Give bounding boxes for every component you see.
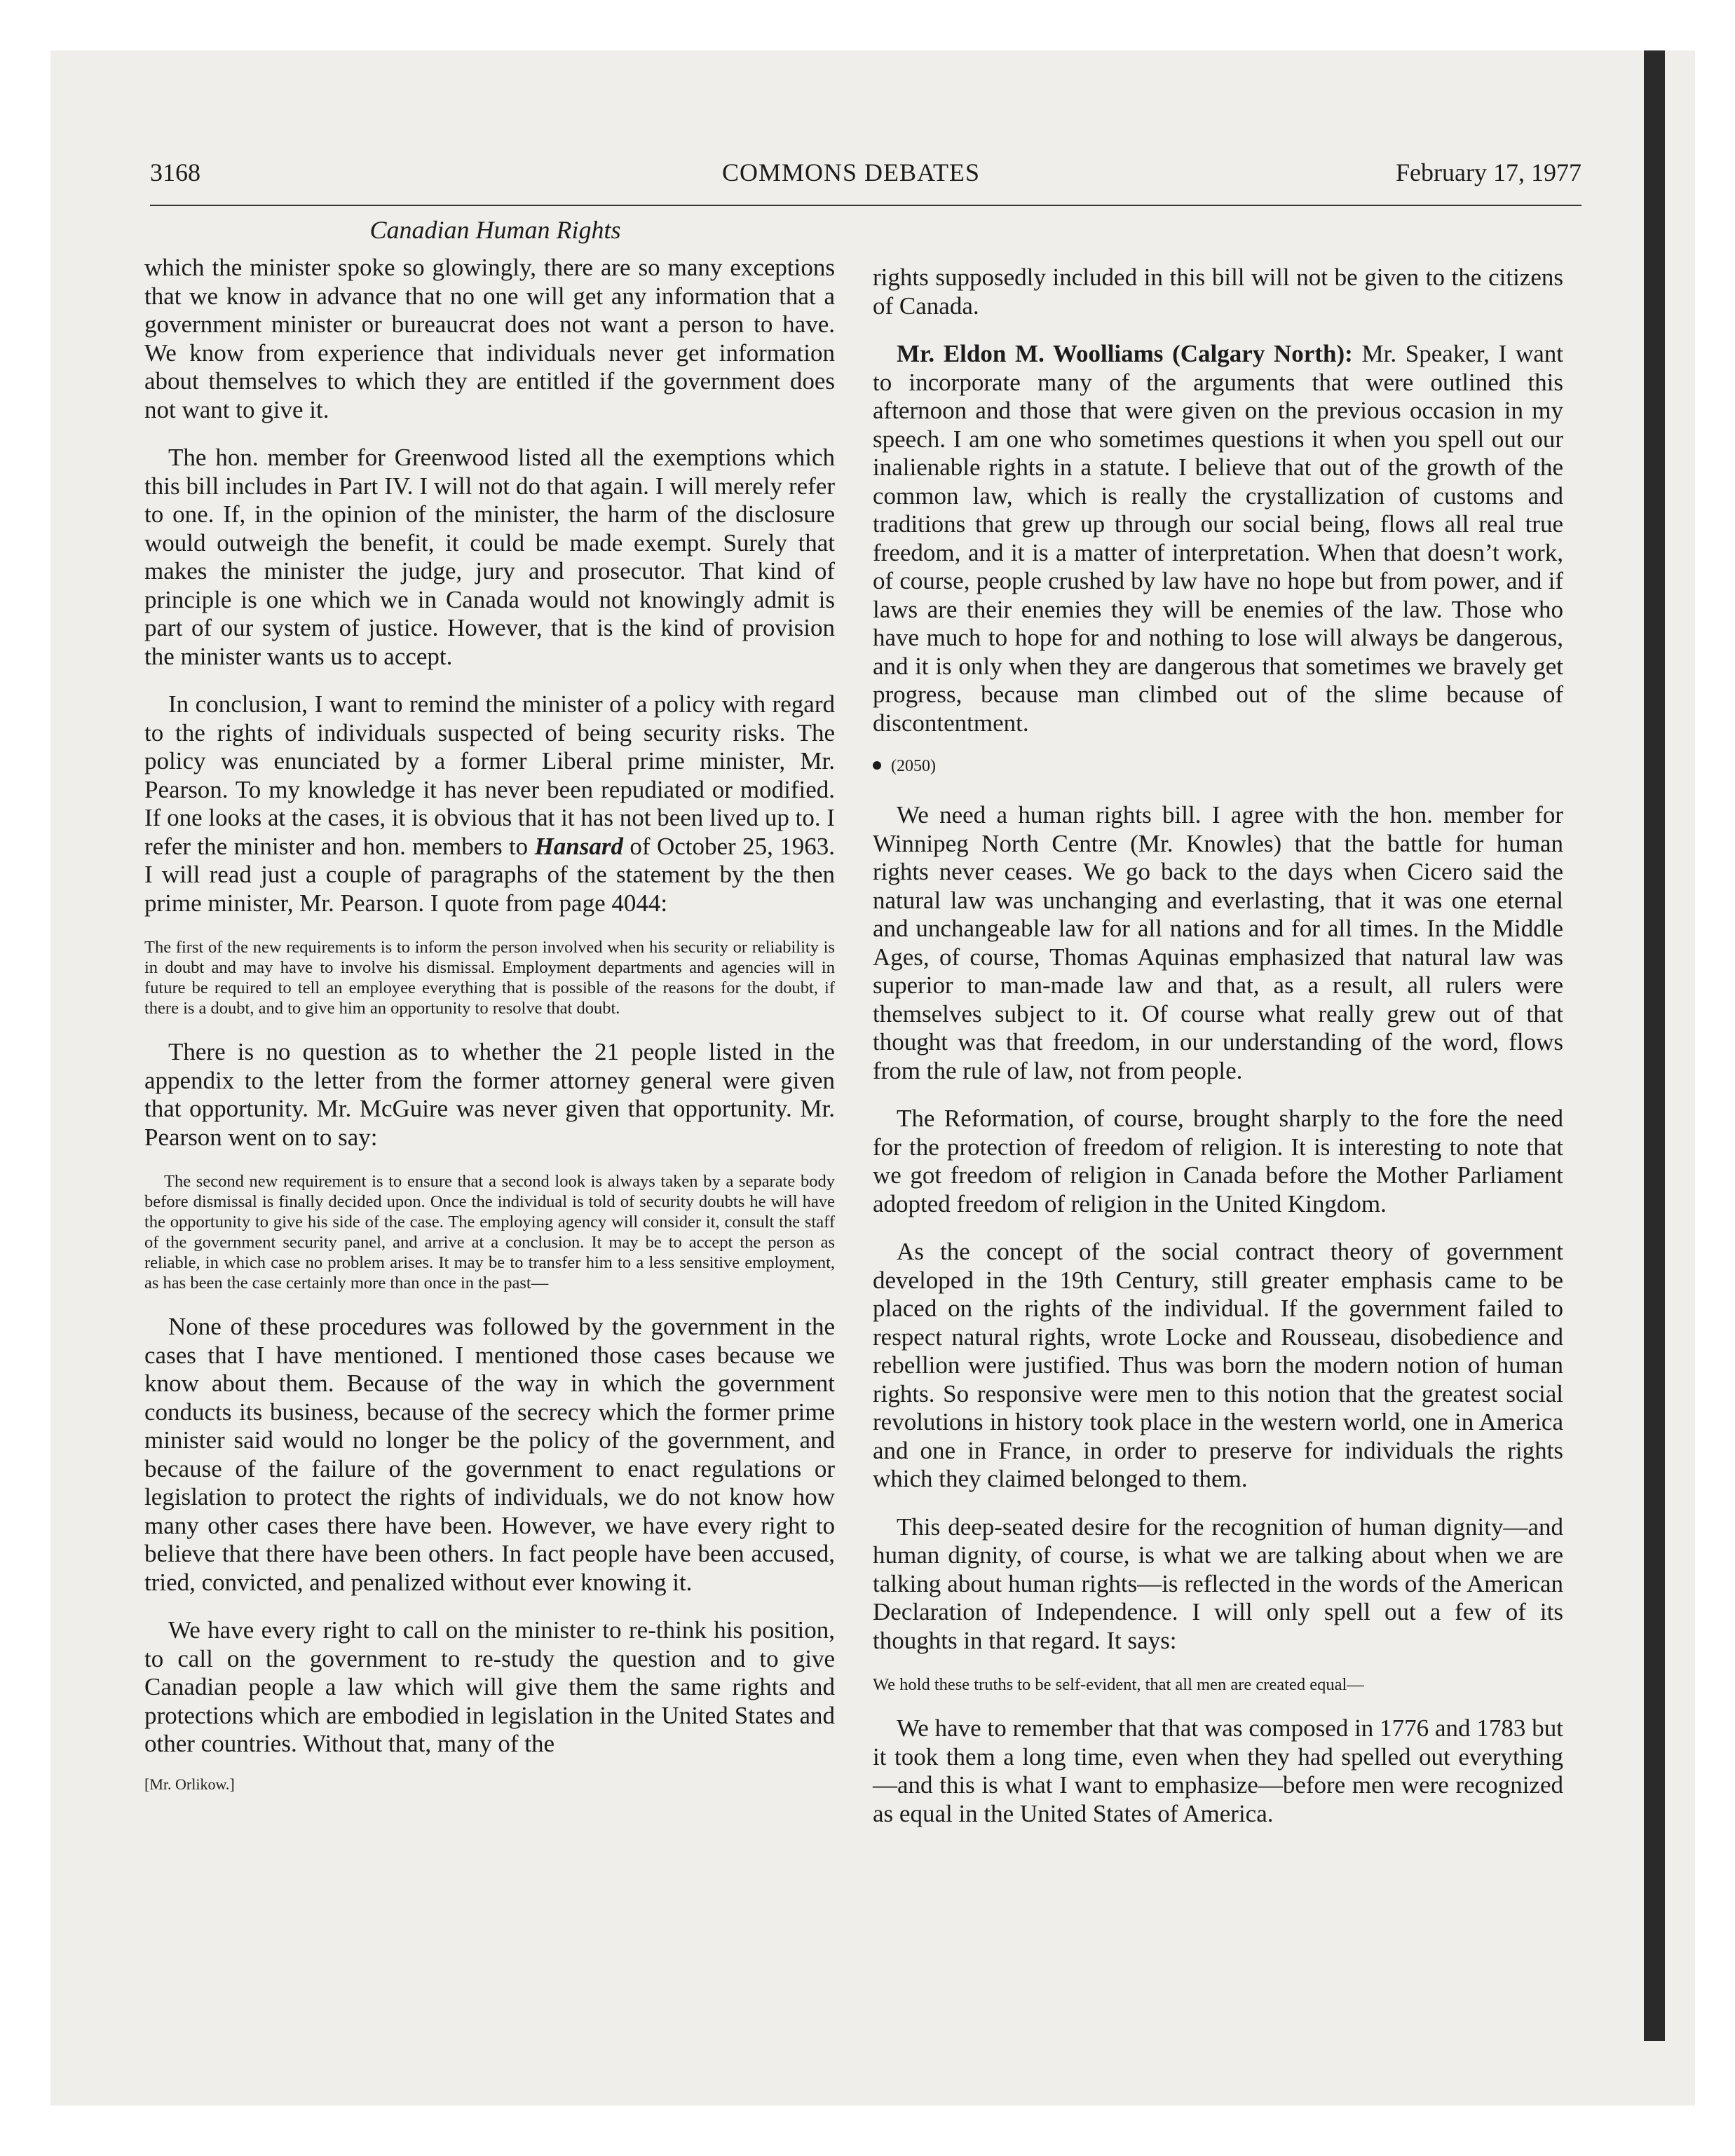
header-rule <box>150 205 1581 206</box>
paragraph: None of these procedures was followed by the government in the cases that I have mentioned. I mentioned those cases because we know about them. Because of the way in which the government conducts its business, because of the secrecy which the former prime minister said would no longer be the policy of the government, and because of the failure of the government to enact regulations or legislation to protect the rights of individuals, we do not know how many other cases there have been. However, we have every right to believe that there have been others. In fact people have been accused, tried, convicted, and penalized without ever knowing it. <box>144 1313 835 1596</box>
paragraph: The hon. member for Greenwood listed all the exemptions which this bill includes in Part IV. I will not do that again. I will merely refer to one. If, in the opinion of the minister, the harm of the disclosure would outweigh the benefit, it could be made exempt. Surely that makes the minister the judge, jury and prosecutor. That kind of principle is one which we in Canada would not knowingly admit is part of our system of justice. However, that is the kind of provision the minister wants us to accept. <box>144 444 835 670</box>
page-number: 3168 <box>150 158 200 186</box>
right-column <box>873 264 1563 1848</box>
paragraph-text: of October 25, 1963. I will read just a couple of paragraphs of the statement by the then prime minister, Mr. Pearson. I quote from page 4044: <box>144 832 835 917</box>
paragraph: The Reformation, of course, brought sharply to the fore the need for the protection of freedom of religion. It is interesting to note that we got freedom of religion in Canada before the Mother Parliament adopted freedom of religion in the United Kingdom. <box>873 1105 1563 1217</box>
paragraph: As the concept of the social contract theory of government developed in the 19th Century, still greater emphasis came to be placed on the rights of the individual. If the government failed to respect natural rights, wrote Locke and Rousseau, disobedience and rebellion were justified. Thus was born the modern notion of human rights. So responsive were men to this notion that the greatest social revolutions in history took place in the western world, one in America and one in France, in order to preserve for individuals the rights which they claimed belonged to them. <box>873 1238 1563 1492</box>
block-quote: The first of the new requirements is to inform the person involved when his security or reliability is in doubt and may have to involve his dismissal. Employment departments and agencies will in future be required to tell an employee everything that is possible of the reasons for the doubt, if there is a doubt, and to give him an opportunity to resolve that doubt. <box>144 938 835 1018</box>
paragraph-text: Mr. Speaker, I want to incorporate many of the arguments that were outlined this afternoon and those that were given on the previous occasion in my speech. I am one who sometimes questions it when you spell out our inalienable rights in a statute. I believe that out of the growth of the common law, which is really the crystallization of customs and traditions that grew up through our social being, flows all real true freedom, and it is a matter of interpretation. When that doesn’t work, of course, people crushed by law have no hope but from power, and if laws are their enemies they will be enemies of the law. Those who have much to hope for and nothing to lose will always be dangerous, and it is only when they are dangerous that sometimes we bravely get progress, because man climbed out of the slime because of discontentment. <box>873 340 1563 737</box>
paragraph: This deep-seated desire for the recognition of human dignity—and human dignity, of course, is what we are talking about when we are talking about human rights—is reflected in the words of the American Declaration of Independence. I will only spell out a few of its thoughts in that regard. It says: <box>873 1513 1563 1654</box>
time-marker-label: (2050) <box>891 757 936 775</box>
scan-edge-bar <box>1644 50 1665 2041</box>
paragraph: rights supposedly included in this bill will not be given to the citizens of Canada. <box>873 264 1563 320</box>
paragraph: which the minister spoke so glowingly, there are so many exceptions that we know in advance that no one will get any information that a government minister or bureaucrat does not want a person to have. We know from experience that individuals never get information about themselves to which they are entitled if the government does not want to give it. <box>144 254 835 423</box>
paragraph <box>144 690 835 917</box>
publication-date: February 17, 1977 <box>1396 158 1581 186</box>
section-title: Canadian Human Rights <box>369 216 621 244</box>
speaker-attribution: [Mr. Orlikow.] <box>144 1775 235 1793</box>
block-quote: We hold these truths to be self-evident, that all men are created equal— <box>873 1675 1364 1694</box>
paragraph <box>873 340 1563 737</box>
paragraph: There is no question as to whether the 21 people listed in the appendix to the letter from the former attorney general were given that opportunity. Mr. McGuire was never given that opportunity. Mr. Pearson went on to say: <box>144 1038 835 1151</box>
bullet-icon <box>873 761 881 770</box>
hansard-reference: Hansard <box>534 832 624 860</box>
publication-title: COMMONS DEBATES <box>722 158 981 186</box>
paragraph: We have every right to call on the minister to re-think his position, to call on the government to re-study the question and to give Canadian people a law which will give them the same rights and protections which are embodied in legislation in the United States and other countries. Without that, many of the <box>144 1616 835 1757</box>
paragraph: We have to remember that that was composed in 1776 and 1783 but it took them a long time, even when they had spelled out everything—and this is what I want to emphasize—before men were recognized as equal in the United States of America. <box>873 1714 1563 1827</box>
left-column <box>144 254 835 1794</box>
speaker-name: Mr. Eldon M. Woolliams (Calgary North): <box>897 340 1353 367</box>
paragraph: We need a human rights bill. I agree with the hon. member for Winnipeg North Centre (Mr. Knowles) that the battle for human rights never ceases. We go back to the days when Cicero said the natural law was unchanging and everlasting, that it was one eternal and unchangeable law for all nations and for all times. In the Middle Ages, of course, Thomas Aquinas emphasized that natural law was superior to man-made law and that, as a result, all rulers were themselves subject to it. Of course what really grew out of that thought was that freedom, in our understanding of the word, flows from the rule of law, not from people. <box>873 801 1563 1084</box>
paragraph-text: In conclusion, I want to remind the minister of a policy with regard to the rights of individuals suspected of being security risks. The policy was enunciated by a former Liberal prime minister, Mr. Pearson. To my knowledge it has never been repudiated or modified. If one looks at the cases, it is obvious that it has not been lived up to. I refer the minister and hon. members to <box>144 690 835 860</box>
block-quote: The second new requirement is to ensure that a second look is always taken by a separate body before dismissal is finally decided upon. Once the individual is told of security doubts he will have the opportunity to give his side of the case. The employing agency will consider it, consult the staff of the government security panel, and arrive at a conclusion. It may be to accept the person as reliable, in which case no problem arises. It may be to transfer him to a less sensitive employment, as has been the case certainly more than once in the past— <box>144 1172 835 1292</box>
time-marker <box>873 757 1563 776</box>
